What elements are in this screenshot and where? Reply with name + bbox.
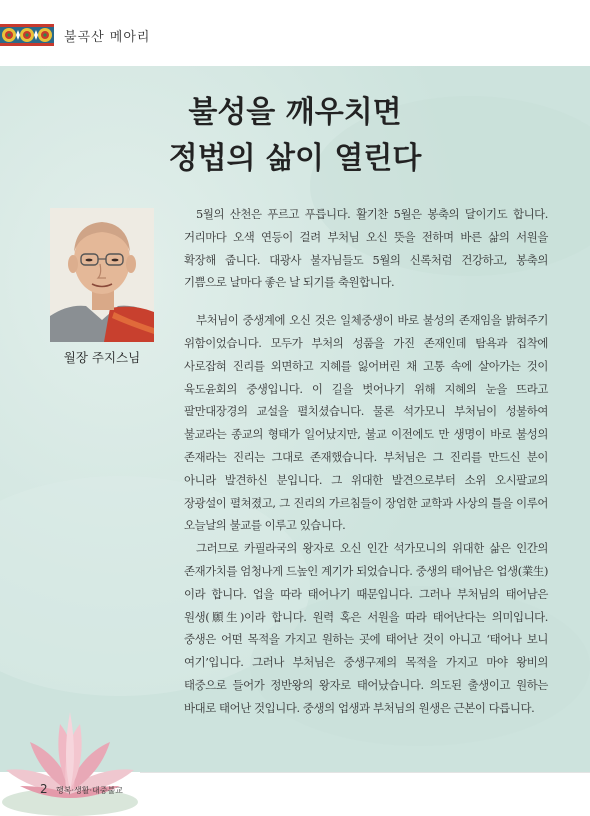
title-line-2: 정법의 삶이 열린다 — [168, 141, 422, 176]
article-panel — [0, 66, 590, 772]
article-title — [0, 90, 590, 182]
title-line-1: 불성을 깨우치면 — [188, 95, 402, 130]
section-label: 불곡산 메아리 — [64, 30, 151, 45]
article-body — [184, 203, 548, 720]
paragraph-1: 5월의 산천은 푸르고 푸릅니다. 활기찬 5월은 봉축의 달이기도 합니다. 거리마다 오색 연등이 걸려 부처님 오신 뜻을 전하며 바른 삶의 서원을 확장해 줍니다. 대광사 불자님들도 5월의 신록처럼 건강하고, 봉축의 기쁨으로 날마다 좋은 날 되기를 축원합니다. — [184, 207, 548, 290]
monk-portrait — [50, 208, 154, 342]
magazine-name: 행복·생활·대중불교 — [56, 786, 123, 795]
dancheong-ornament-icon — [0, 24, 54, 46]
footer-divider — [140, 772, 590, 773]
portrait-image — [50, 208, 154, 342]
lotus-flower-icon — [0, 690, 140, 816]
paragraph-3: 그러므로 카필라국의 왕자로 오신 인간 석가모니의 위대한 삶은 인간의 존재가치를 엄청나게 드높인 계기가 되었습니다. 중생의 태어남은 업생(業生)이라 합니다. 업을 따라 태어나기 때문입니다. 그러나 부처님의 태어남은 원생(願生)이라 합니다. 원력 혹은 서원을 따라 태어난다는 의미입니다. 중생은 어떤 목적을 가지고 원하는 곳에 태어난 것이 아니고 ‘태어나 보니 여기’입니다. 그러나 부처님은 중생구제의 목적을 가지고 마야 왕비의 태중으로 들어가 정반왕의 왕자로 태어났습니다. 의도된 출생이고 원하는 바대로 태어난 것입니다. 중생의 업생과 부처님의 원생은 근본이 다릅니다. — [184, 541, 548, 715]
photo-caption: 월장 주지스님 — [63, 350, 141, 365]
paragraph-2: 부처님이 중생계에 오신 것은 일체중생이 바로 불성의 존재임을 밝혀주기 위함이었습니다. 모두가 부처의 성품을 가진 존재인데 탐욕과 집착에 사로잡혀 진리를 외면하고 지혜를 잃어버린 채 고통 속에 살아가는 것이 육도윤회의 중생입니다. 이 길을 벗어나기 위해 지혜의 눈을 뜨라고 팔만대장경의 교설을 펼치셨습니다. 물론 석가모니 부처님이 성불하여 불교라는 종교의 형태가 일어났지만, 불교 이전에도 만 생명이 바로 불성의 존재라는 진리는 그대로 존재했습니다. 부처님은 그 진리를 만드신 분이 아니라 발견하신 분입니다. 그 위대한 발견으로부터 소위 오시팔교의 장광설이 펼쳐졌고, 그 진리의 가르침들이 장엄한 교학과 사상의 틀을 이루어 오늘날의 불교를 이루고 있습니다. — [184, 313, 548, 533]
page-number: 2 — [40, 782, 48, 796]
page-header — [0, 0, 590, 66]
